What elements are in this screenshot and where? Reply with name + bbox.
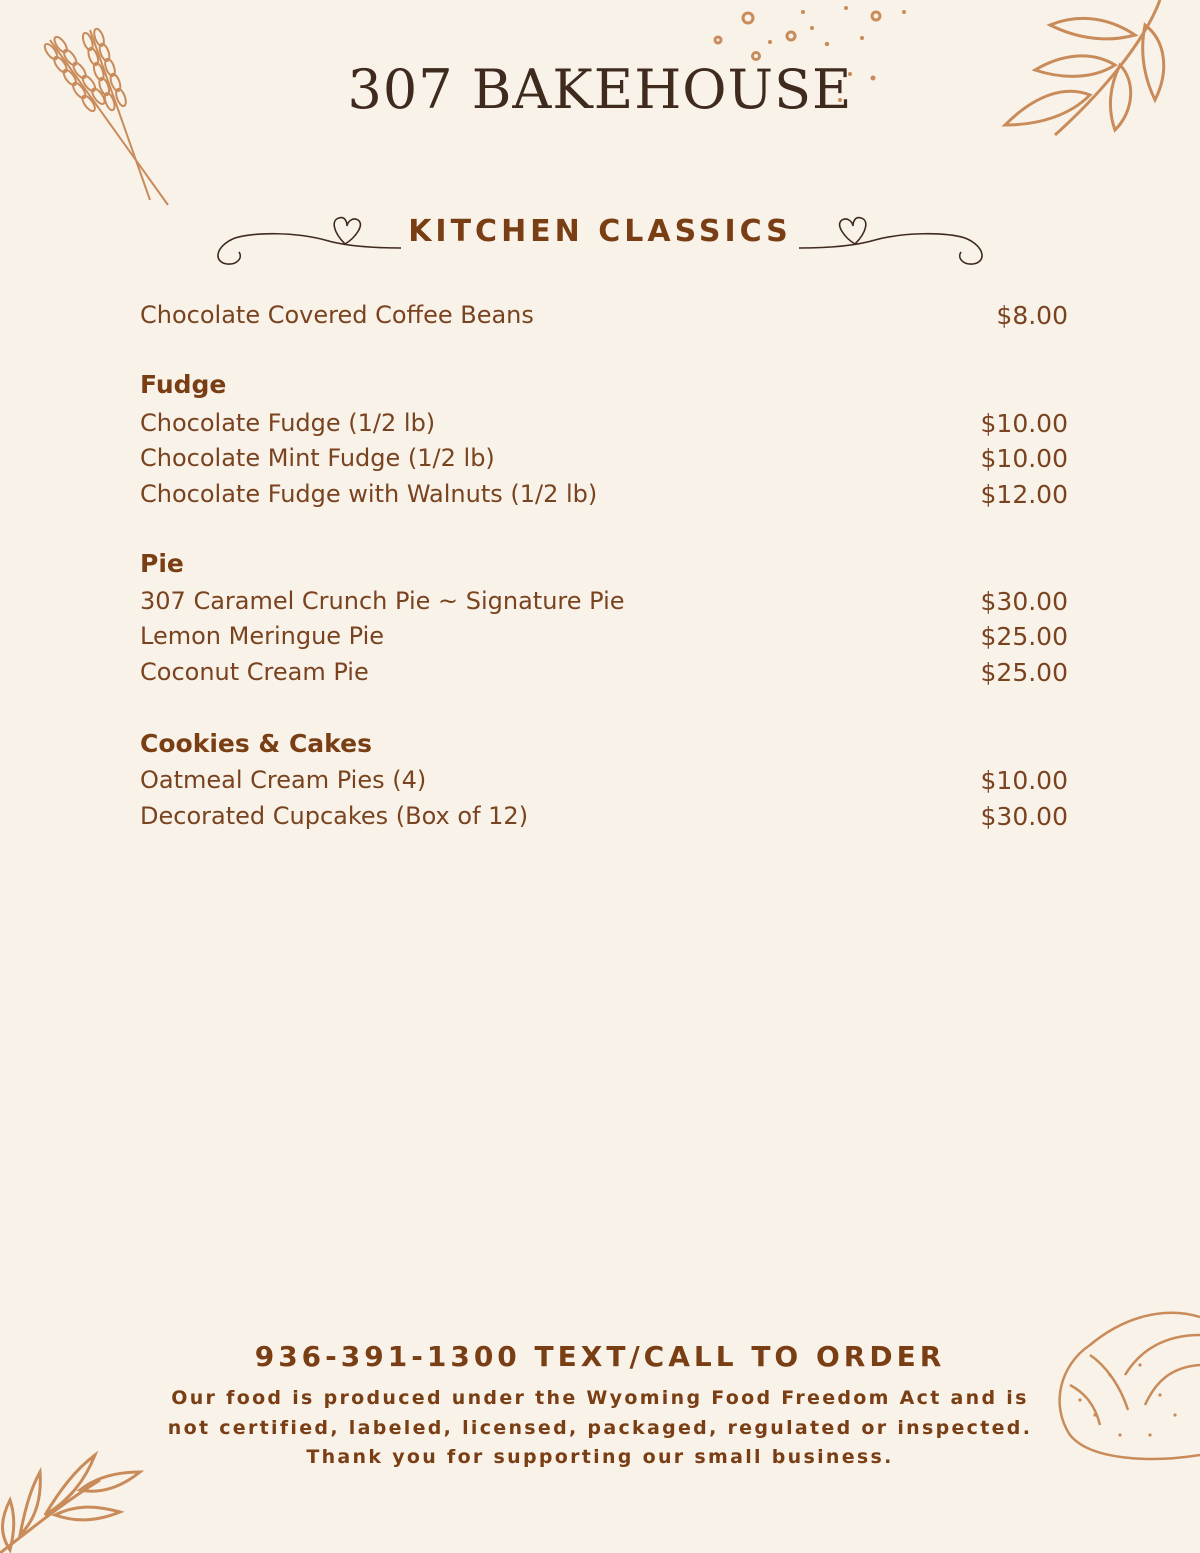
menu-item: [140, 762, 1068, 798]
menu-item-price: $30.00: [980, 586, 1068, 616]
menu-item: [140, 618, 1068, 654]
menu-item-price: $25.00: [980, 621, 1068, 651]
menu-item: [140, 440, 1068, 476]
menu-item-name: Oatmeal Cream Pies (4): [140, 766, 427, 794]
menu-item-name: Lemon Meringue Pie: [140, 622, 385, 650]
menu-item-name: Chocolate Fudge with Walnuts (1/2 lb): [140, 480, 598, 508]
menu-item-name: Decorated Cupcakes (Box of 12): [140, 802, 529, 830]
menu-item-name: Chocolate Covered Coffee Beans: [140, 301, 534, 329]
category-title-fudge: Fudge: [140, 370, 227, 399]
menu-item: [140, 654, 1068, 690]
menu-item-price: $10.00: [980, 765, 1068, 795]
page-title: 307 BAKEHOUSE: [347, 58, 853, 121]
category-title-pie: Pie: [140, 549, 184, 578]
disclaimer-text: Our food is produced under the Wyoming Food Freedom Act and is not certified, labeled, licensed, packaged, regulated or inspected. Thank you for supporting our small business.: [167, 1387, 1033, 1468]
menu-item-price: $10.00: [980, 408, 1068, 438]
menu-item: [140, 583, 1068, 619]
menu-item-price: $25.00: [980, 657, 1068, 687]
menu-item-price: $30.00: [980, 801, 1068, 831]
order-phone: 936-391-1300 TEXT/CALL TO ORDER: [254, 1340, 946, 1373]
category-title-cookies-cakes: Cookies & Cakes: [140, 729, 372, 758]
menu-item-name: Chocolate Fudge (1/2 lb): [140, 409, 436, 437]
menu-item-price: $8.00: [996, 300, 1068, 330]
menu-item-price: $12.00: [980, 479, 1068, 509]
menu-item: [140, 297, 1068, 333]
menu-item-name: Chocolate Mint Fudge (1/2 lb): [140, 444, 495, 472]
menu-item-name: Coconut Cream Pie: [140, 658, 369, 686]
bread-loaf-icon: [1050, 1305, 1200, 1465]
section-heading: KITCHEN CLASSICS: [408, 214, 792, 249]
menu-item: [140, 798, 1068, 834]
leaf-branch-icon: [0, 1450, 150, 1553]
menu-item-price: $10.00: [980, 443, 1068, 473]
menu-item: [140, 476, 1068, 512]
menu-item: [140, 405, 1068, 441]
menu-item-name: 307 Caramel Crunch Pie ~ Signature Pie: [140, 587, 625, 615]
